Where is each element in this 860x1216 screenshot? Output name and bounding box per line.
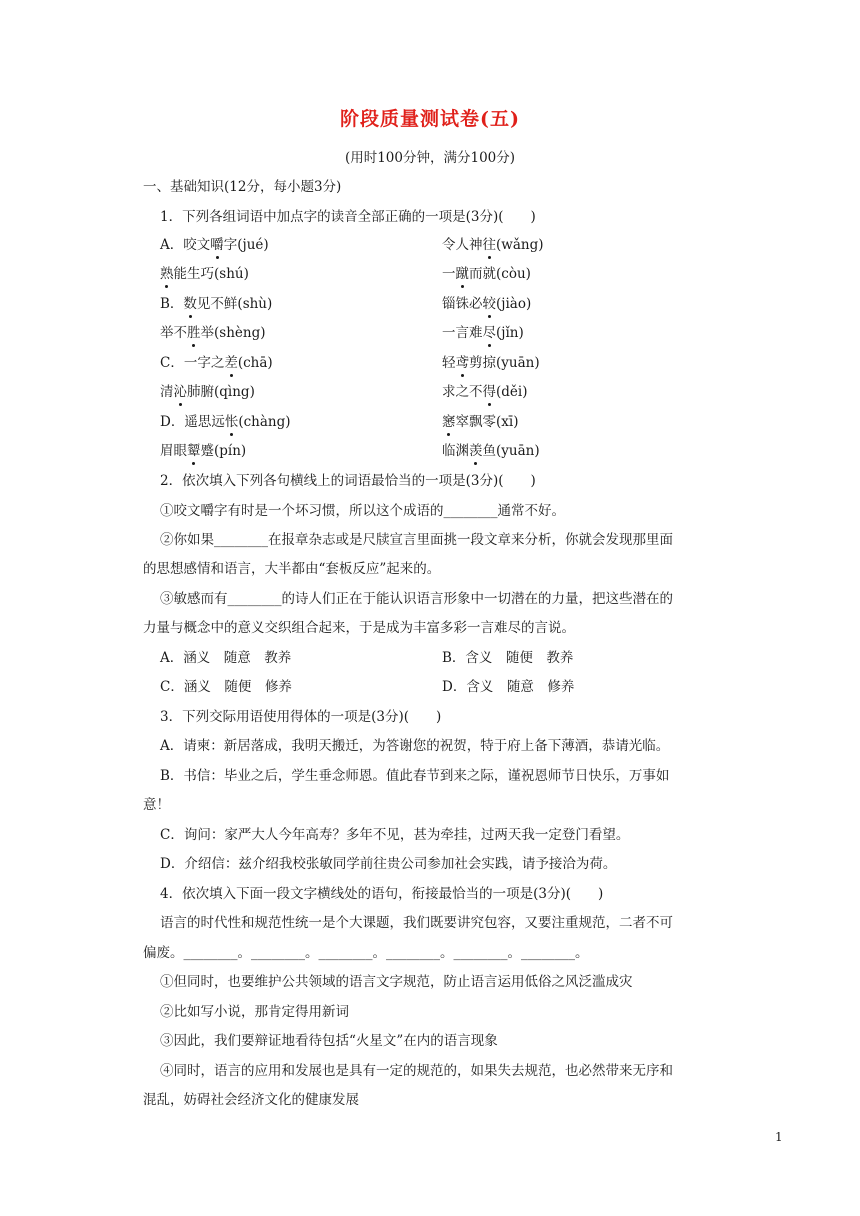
exam-subtitle: (用时100分钟，满分100分) xyxy=(344,150,516,166)
q2-sentence-2: ②你如果________在报章杂志或是尺牍宣言里面挑一段文章来分析，你就会发现那里面 xyxy=(160,532,673,548)
q2-sentence-2-cont: 的思想感情和语言，大半都由“套板反应”起来的。 xyxy=(143,561,441,577)
q1-option-b-word1: B．数见不鲜(shù) xyxy=(160,296,273,312)
q1-option-d-word1: D．遥思远怅(chàng) xyxy=(160,414,291,430)
q3-option-c: C．询问：家严大人今年高寿？多年不见，甚为牵挂，过两天我一定登门看望。 xyxy=(160,827,630,843)
q4-item-3: ③因此，我们要辩证地看待包括“火星文”在内的语言现象 xyxy=(160,1033,498,1049)
q4-passage-cont: 偏废。________。________。________。________。________。________。 xyxy=(143,945,589,961)
q1-option-b-word3: 举不胜举(shèng) xyxy=(160,325,266,341)
q1-option-b-word4: 一言难尽(jǐn) xyxy=(442,325,524,341)
q1-option-c-word4: 求之不得(děi) xyxy=(442,384,528,400)
q3-option-b-cont: 意！ xyxy=(143,797,170,813)
q1-option-c-word3: 清沁肺腑(qìng) xyxy=(160,384,255,400)
q1-option-a-word2: 令人神往(wǎng) xyxy=(442,237,544,253)
section-heading: 一、基础知识(12分，每小题3分) xyxy=(143,179,342,195)
q3-option-d: D．介绍信：兹介绍我校张敏同学前往贵公司参加社会实践，请予接洽为荷。 xyxy=(160,856,617,872)
page-number: 1 xyxy=(775,1130,783,1144)
q2-sentence-3: ③敏感而有________的诗人们正在于能认识语言形象中一切潜在的力量，把这些潜在的 xyxy=(160,591,673,607)
q1-option-d-word2: 窸窣飘零(xī) xyxy=(442,414,519,430)
q4-item-4-cont: 混乱，妨碍社会经济文化的健康发展 xyxy=(143,1092,359,1108)
q1-option-a-word4: 一蹴而就(còu) xyxy=(442,266,531,282)
page-title: 阶段质量测试卷(五) xyxy=(340,108,520,130)
question-2-stem: 2．依次填入下列各句横线上的词语最恰当的一项是(3分)( ) xyxy=(160,473,536,489)
question-3-stem: 3．下列交际用语使用得体的一项是(3分)( ) xyxy=(160,709,442,725)
q2-option-b: B．含义 随便 教养 xyxy=(442,650,574,666)
q1-option-a-word1: A．咬文嚼字(jué) xyxy=(160,237,269,253)
q2-option-a: A．涵义 随意 教养 xyxy=(160,650,292,666)
q1-option-a-word3: 熟能生巧(shú) xyxy=(160,266,249,282)
question-4-stem: 4．依次填入下面一段文字横线处的语句，衔接最恰当的一项是(3分)( ) xyxy=(160,886,604,902)
q1-option-c-word1: C．一字之差(chā) xyxy=(160,355,273,371)
q3-option-b: B．书信：毕业之后，学生垂念师恩。值此春节到来之际，谨祝恩师节日快乐，万事如 xyxy=(160,768,670,784)
q4-item-1: ①但同时，也要维护公共领域的语言文字规范，防止语言运用低俗之风泛滥成灾 xyxy=(160,974,633,990)
q1-option-d-word4: 临渊羡鱼(yuān) xyxy=(442,443,540,459)
q1-option-c-word2: 轻鸢剪掠(yuān) xyxy=(442,355,540,371)
question-1-stem: 1．下列各组词语中加点字的读音全部正确的一项是(3分)( ) xyxy=(160,209,536,225)
q3-option-a: A．请柬：新居落成，我明天搬迁，为答谢您的祝贺，特于府上备下薄酒，恭请光临。 xyxy=(160,738,670,754)
q2-option-d: D．含义 随意 修养 xyxy=(442,679,575,695)
q2-option-c: C．涵义 随便 修养 xyxy=(160,679,292,695)
q4-item-4: ④同时，语言的应用和发展也是具有一定的规范的，如果失去规范，也必然带来无序和 xyxy=(160,1063,673,1079)
q4-passage: 语言的时代性和规范性统一是个大课题，我们既要讲究包容，又要注重规范，二者不可 xyxy=(160,915,673,931)
q2-sentence-1: ①咬文嚼字有时是一个坏习惯，所以这个成语的________通常不好。 xyxy=(160,503,565,519)
q1-option-d-word3: 眉眼颦蹙(pín) xyxy=(160,443,247,459)
q2-sentence-3-cont: 力量与概念中的意义交织组合起来，于是成为丰富多彩一言难尽的言说。 xyxy=(143,620,575,636)
q4-item-2: ②比如写小说，那肯定得用新词 xyxy=(160,1004,349,1020)
q1-option-b-word2: 锱铢必较(jiào) xyxy=(442,296,532,312)
